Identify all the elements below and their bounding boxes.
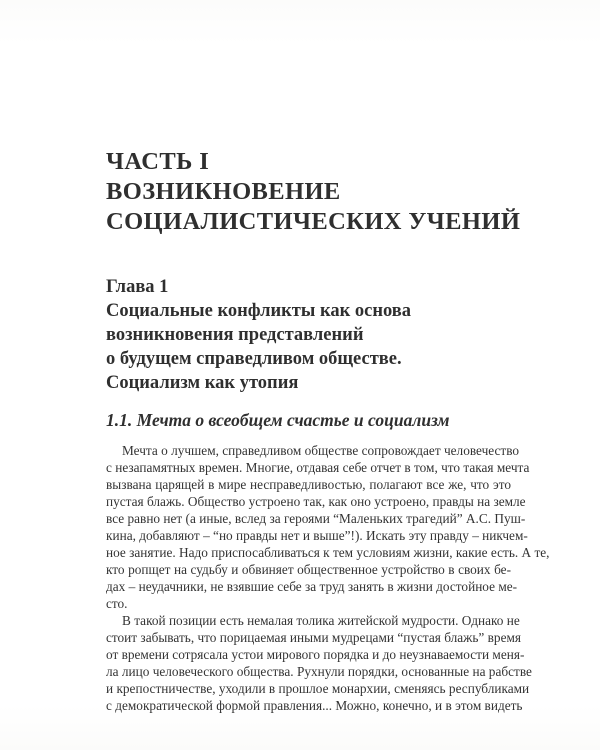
body-line: кто ропщет на судьбу и обвиняет общественное устройство в своих бе-: [106, 562, 511, 577]
body-line: с демократической формой правления... Можно, конечно, и в этом видеть: [106, 698, 523, 713]
chapter-title-line-1: Социальные конфликты как основа: [106, 301, 412, 321]
part-title-line-2: СОЦИАЛИСТИЧЕСКИХ УЧЕНИЙ: [106, 208, 521, 235]
body-line: Мечта о лучшем, справедливом обществе сопровождает человечество: [122, 443, 520, 458]
chapter-title-line-2: возникновения представлений: [106, 325, 364, 345]
body-line: и крепостничестве, уходили в прошлое монархии, сменяясь республиками: [106, 681, 530, 696]
body-line: все равно нет (а иные, вслед за героями “Маленьких трагедий” А.С. Пуш-: [106, 511, 526, 526]
body-line: стоит забывать, что порицаемая иными мудрецами “пустая блажь” время: [106, 630, 522, 645]
body-line: с незапамятных времен. Многие, отдавая себе отчет в том, что такая мечта: [106, 460, 530, 475]
body-line: сто.: [106, 596, 128, 611]
chapter-title-line-3: о будущем справедливом обществе.: [106, 349, 402, 369]
part-heading: [106, 147, 566, 237]
body-line: вызвана царящей в мире несправедливостью, полагают все же, что это: [106, 477, 511, 492]
chapter-title-line-4: Социализм как утопия: [106, 373, 299, 393]
body-line: от времени сотрясала устои мирового порядка и до неузнаваемости меня-: [106, 647, 525, 662]
body-line: дах – неудачники, не взявшие себе за труд занять в жизни достойное ме-: [106, 579, 518, 594]
body-line: пустая блажь. Общество устроено так, как оно устроено, правды на земле: [106, 494, 526, 509]
part-number: ЧАСТЬ I: [106, 148, 210, 175]
body-line: В такой позиции есть немалая толика житейской мудрости. Однако не: [122, 613, 520, 628]
part-title-line-1: ВОЗНИКНОВЕНИЕ: [106, 178, 341, 205]
body-line: ла лицо человеческого общества. Рухнули порядки, основанные на рабстве: [106, 664, 532, 679]
body-text: [106, 442, 550, 714]
chapter-heading: [106, 275, 566, 395]
body-line: ное занятие. Надо приспосабливаться к тем условиям жизни, какие есть. А те,: [106, 545, 550, 560]
section-heading: 1.1. Мечта о всеобщем счастье и социализм: [106, 410, 450, 430]
chapter-number: Глава 1: [106, 277, 169, 297]
body-line: кина, добавляют – “но правды нет и выше”!). Искать эту правду – никчем-: [106, 528, 528, 543]
